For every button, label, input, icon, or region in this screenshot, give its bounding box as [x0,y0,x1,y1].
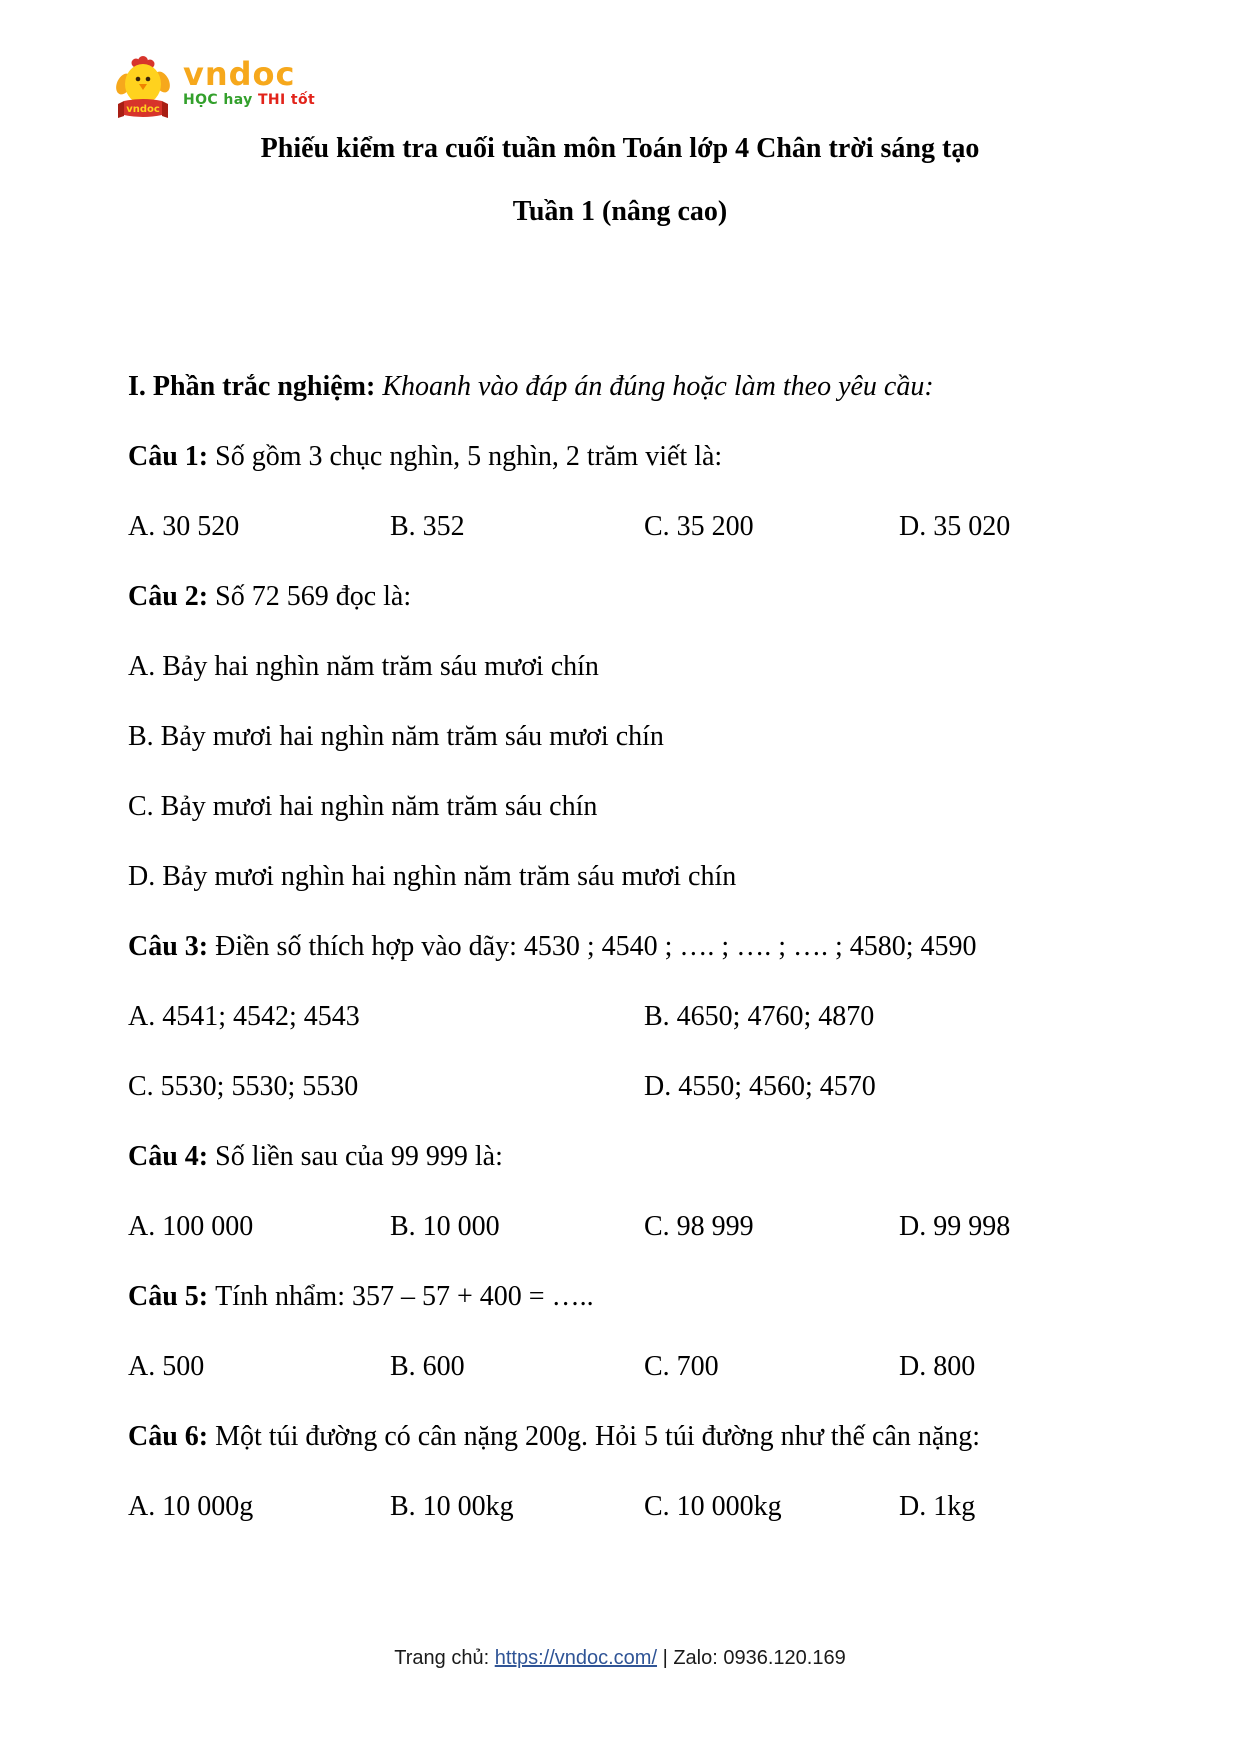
question-1-label: Câu 1: [128,441,216,472]
q2-option-d: D. Bảy mươi nghìn hai nghìn năm trăm sáu mươi chín [128,861,737,892]
q3-option-d: D. 4550; 4560; 4570 [644,1071,876,1102]
q5-options-row [128,1352,1112,1382]
section-instruction: Khoanh vào đáp án đúng hoặc làm theo yêu cầu: [382,371,934,402]
logo-tagline [183,91,315,109]
q6-option-a: A. 10 000g [128,1491,254,1522]
question-4 [128,1142,1112,1172]
question-5-label: Câu 5: [128,1281,216,1312]
q5-option-d: D. 800 [899,1351,976,1382]
question-6-text: Một túi đường có cân nặng 200g. Hỏi 5 túi đường như thế cân nặng: [215,1421,981,1452]
q1-option-a: A. 30 520 [128,511,240,542]
q1-options-row [128,512,1112,542]
logo-text [183,54,315,109]
footer-prefix: Trang chủ: [394,1647,495,1669]
q6-options-row [128,1492,1112,1522]
section-label: I. Phần trắc nghiệm: [128,371,376,402]
q2-option-a: A. Bảy hai nghìn năm trăm sáu mươi chín [128,651,599,682]
q4-option-a: A. 100 000 [128,1211,254,1242]
question-5 [128,1282,1112,1312]
q1-option-c: C. 35 200 [644,511,754,542]
question-3-label: Câu 3: [128,931,216,962]
q5-option-a: A. 500 [128,1351,205,1382]
q5-option-b: B. 600 [390,1351,465,1382]
q4-option-b: B. 10 000 [390,1211,500,1242]
q3-option-c: C. 5530; 5530; 5530 [128,1071,359,1102]
question-3 [128,932,1112,962]
q3-options-row-2 [128,1072,1112,1102]
chicken-mascot-icon [112,54,174,120]
q2-option-c: C. Bảy mươi hai nghìn năm trăm sáu chín [128,791,598,822]
tagline-green: HỌC hay [183,92,253,108]
q4-option-d: D. 99 998 [899,1211,1011,1242]
page-footer [0,1645,1240,1671]
banner-text: vndoc [126,104,160,115]
question-1-text: Số gồm 3 chục nghìn, 5 nghìn, 2 trăm viết là: [215,441,723,472]
section-heading [128,372,1112,402]
page-subtitle: Tuần 1 (nâng cao) [512,196,728,227]
q3-option-b: B. 4650; 4760; 4870 [644,1001,875,1032]
q6-option-d: D. 1kg [899,1491,976,1522]
question-3-text: Điền số thích hợp vào dãy: 4530 ; 4540 ; …. ; …. ; …. ; 4580; 4590 [215,931,977,962]
question-4-label: Câu 4: [128,1141,216,1172]
question-5-text: Tính nhẩm: 357 – 57 + 400 = ….. [215,1281,594,1312]
q1-option-b: B. 352 [390,511,465,542]
homepage-link[interactable]: https://vndoc.com/ [494,1647,658,1669]
question-6 [128,1422,1112,1452]
question-6-label: Câu 6: [128,1421,216,1452]
q6-option-b: B. 10 00kg [390,1491,514,1522]
tagline-red: THI tốt [257,92,316,108]
q1-option-d: D. 35 020 [899,511,1011,542]
q5-option-c: C. 700 [644,1351,719,1382]
q3-option-a: A. 4541; 4542; 4543 [128,1001,360,1032]
question-2-label: Câu 2: [128,581,216,612]
q2-option-b: B. Bảy mươi hai nghìn năm trăm sáu mươi chín [128,721,664,752]
q4-options-row [128,1212,1112,1242]
question-2-text: Số 72 569 đọc là: [215,581,412,612]
question-2 [128,582,1112,612]
document-body [128,372,1112,1562]
vndoc-logo [112,54,315,120]
question-4-text: Số liền sau của 99 999 là: [215,1141,503,1172]
page-title: Phiếu kiểm tra cuối tuần môn Toán lớp 4 Chân trời sáng tạo [260,133,980,164]
brand-name: vndoc [183,55,296,93]
question-1 [128,442,1112,472]
q6-option-c: C. 10 000kg [644,1491,782,1522]
q3-options-row-1 [128,1002,1112,1032]
footer-suffix: | Zalo: 0936.120.169 [657,1647,846,1669]
q4-option-c: C. 98 999 [644,1211,754,1242]
